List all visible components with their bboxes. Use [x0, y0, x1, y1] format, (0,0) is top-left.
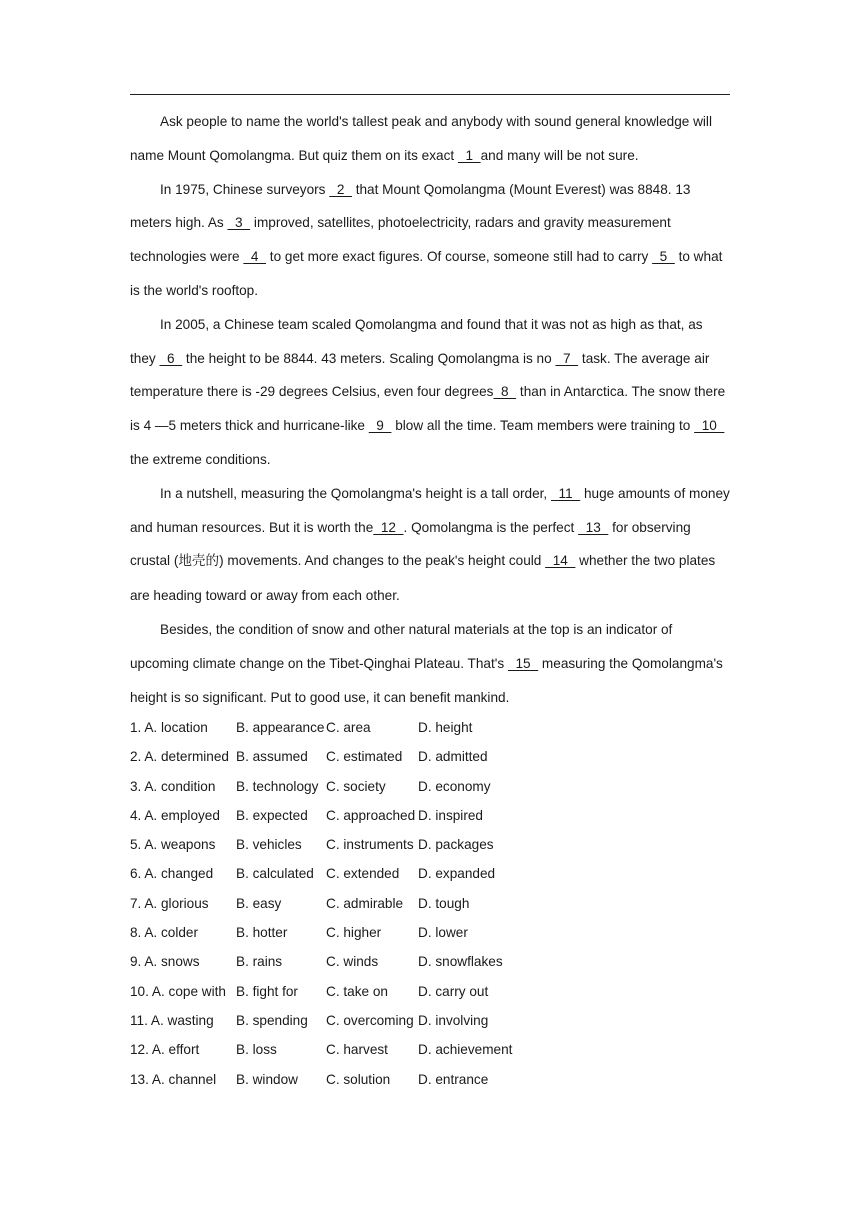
- blank-2[interactable]: 2: [329, 181, 352, 197]
- option-d[interactable]: D. involving: [418, 1012, 489, 1028]
- option-d[interactable]: D. tough: [418, 895, 470, 911]
- question-row: [130, 1035, 538, 1064]
- paragraph-4: In a nutshell, measuring the Qomolangma's height is a tall order, 11 huge amounts of money and human resources. But it is worth the 12 . Qomolangma is the perfect 13 for observing crustal (地壳的) movements. And changes to the peak's height could 14 whether the two plates are heading toward or away from each other.: [130, 477, 732, 613]
- blank-13[interactable]: 13: [578, 519, 609, 535]
- option-c[interactable]: C. higher: [326, 925, 382, 941]
- paragraph-2: In 1975, Chinese surveyors 2 that Mount Qomolangma (Mount Everest) was 8848. 13 meters high. As 3 improved, satellites, photoelectricity, radars and gravity measurement technologies were 4 to get more exact figures. Of course, someone still had to carry 5 to what is the world's rooftop.: [130, 173, 732, 308]
- header-rule: [130, 94, 730, 95]
- blank-9[interactable]: 9: [368, 418, 392, 434]
- blank-6[interactable]: 6: [159, 350, 183, 366]
- option-d[interactable]: D. expanded: [418, 866, 496, 882]
- blank-14[interactable]: 14: [545, 553, 576, 569]
- option-c[interactable]: C. overcoming: [326, 1012, 414, 1028]
- option-d[interactable]: D. carry out: [418, 983, 489, 999]
- option-b[interactable]: B. easy: [236, 895, 282, 911]
- option-a[interactable]: 10. A. cope with: [130, 983, 226, 999]
- question-row: [130, 772, 538, 801]
- option-b[interactable]: B. fight for: [236, 983, 298, 999]
- question-row: [130, 742, 538, 771]
- option-b[interactable]: B. appearance: [236, 720, 325, 735]
- option-b[interactable]: B. expected: [236, 807, 308, 823]
- option-a[interactable]: 5. A. weapons: [130, 837, 216, 853]
- blank-11[interactable]: 11: [551, 485, 581, 501]
- option-a[interactable]: 8. A. colder: [130, 925, 199, 941]
- option-a[interactable]: 9. A. snows: [130, 954, 200, 970]
- option-b[interactable]: B. assumed: [236, 749, 308, 765]
- option-b[interactable]: B. hotter: [236, 925, 288, 941]
- blank-12[interactable]: 12: [373, 519, 404, 535]
- option-b[interactable]: B. calculated: [236, 866, 314, 882]
- paragraph-1: Ask people to name the world's tallest peak and anybody with sound general knowledge will name Mount Qomolangma. But quiz them on its exact 1 and many will be not sure.: [130, 105, 732, 173]
- question-row: [130, 859, 538, 888]
- question-row: [130, 947, 538, 976]
- paragraph-5: Besides, the condition of snow and other natural materials at the top is an indicator of upcoming climate change on the Tibet-Qinghai Plateau. That's 15 measuring the Qomolangma's height is so significant. Put to good use, it can benefit mankind.: [130, 621, 723, 705]
- blank-5[interactable]: 5: [652, 249, 675, 265]
- option-c[interactable]: C. extended: [326, 866, 400, 882]
- option-c[interactable]: C. society: [326, 778, 386, 794]
- option-c[interactable]: C. approached: [326, 807, 416, 823]
- blank-15[interactable]: 15: [507, 655, 539, 671]
- blank-10[interactable]: 10: [694, 418, 725, 434]
- option-a[interactable]: 7. A. glorious: [130, 895, 209, 911]
- option-c[interactable]: C. winds: [326, 954, 379, 970]
- option-d[interactable]: D. height: [418, 720, 473, 735]
- question-row: [130, 918, 538, 947]
- option-b[interactable]: B. window: [236, 1071, 298, 1087]
- option-d[interactable]: D. snowflakes: [418, 954, 503, 970]
- option-d[interactable]: D. economy: [418, 778, 491, 794]
- option-a[interactable]: 6. A. changed: [130, 866, 214, 882]
- option-c[interactable]: C. solution: [326, 1071, 391, 1087]
- question-row: [130, 801, 538, 830]
- option-b[interactable]: B. spending: [236, 1012, 308, 1028]
- option-c[interactable]: C. harvest: [326, 1042, 388, 1058]
- question-row: [130, 1065, 538, 1094]
- option-d[interactable]: D. admitted: [418, 749, 488, 765]
- option-b[interactable]: B. vehicles: [236, 837, 302, 853]
- option-d[interactable]: D. entrance: [418, 1071, 489, 1087]
- option-b[interactable]: B. loss: [236, 1042, 277, 1058]
- option-d[interactable]: D. lower: [418, 925, 468, 941]
- option-c[interactable]: C. take on: [326, 983, 388, 999]
- question-row: [130, 1006, 538, 1035]
- blank-3[interactable]: 3: [227, 215, 251, 231]
- option-b[interactable]: B. rains: [236, 954, 283, 970]
- option-a[interactable]: 1. A. location: [130, 720, 208, 735]
- question-row: [130, 977, 538, 1006]
- blank-7[interactable]: 7: [555, 350, 579, 366]
- option-c[interactable]: C. admirable: [326, 895, 404, 911]
- option-a[interactable]: 2. A. determined: [130, 749, 229, 765]
- option-c[interactable]: C. instruments: [326, 837, 414, 853]
- answer-options: [130, 713, 538, 1094]
- question-row: [130, 889, 538, 918]
- option-a[interactable]: 4. A. employed: [130, 807, 220, 823]
- chinese-gloss: 地壳的: [178, 553, 220, 570]
- blank-4[interactable]: 4: [243, 249, 267, 265]
- question-row: [130, 830, 538, 859]
- paragraph-3: In 2005, a Chinese team scaled Qomolangma and found that it was not as high as that, as they 6 the height to be 8844. 43 meters. Scaling Qomolangma is no 7 task. The average air temperature there is -29 degrees Celsius, even four degrees 8 than in Antarctica. The snow there is 4 —5 meters thick and hurricane-like 9 blow all the time. Team members were training to 10 the extreme conditions.: [130, 316, 726, 467]
- option-a[interactable]: 12. A. effort: [130, 1042, 200, 1058]
- option-d[interactable]: D. inspired: [418, 807, 483, 823]
- option-a[interactable]: 11. A. wasting: [130, 1012, 214, 1028]
- option-b[interactable]: B. technology: [236, 778, 319, 794]
- blank-1[interactable]: 1: [457, 147, 481, 163]
- option-d[interactable]: D. achievement: [418, 1042, 513, 1058]
- option-c[interactable]: C. estimated: [326, 749, 403, 765]
- option-a[interactable]: 13. A. channel: [130, 1071, 217, 1087]
- option-a[interactable]: 3. A. condition: [130, 778, 216, 794]
- blank-8[interactable]: 8: [493, 384, 517, 400]
- option-c[interactable]: C. area: [326, 720, 371, 735]
- option-d[interactable]: D. packages: [418, 837, 494, 853]
- passage: [130, 105, 732, 714]
- question-row: [130, 713, 538, 742]
